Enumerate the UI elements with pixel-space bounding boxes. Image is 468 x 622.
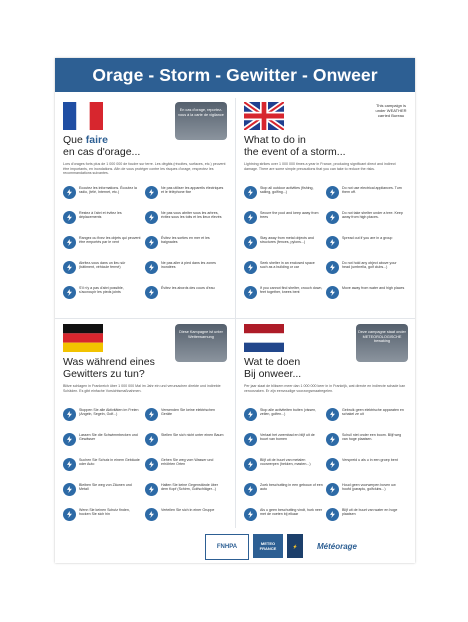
footer — [55, 530, 415, 563]
lightning-icon — [63, 408, 76, 421]
advice-text: Blijf uit de buurt van metalen voorwerpen (hekken, masten...) — [260, 458, 311, 467]
advice-text: Verteilen Sie sich in einer Gruppe — [161, 508, 215, 512]
advice-text: Wenn Sie keinen Schutz finden, hocken Sie sich hin — [79, 508, 130, 517]
advice-text: Stellen Sie sich nicht unter einen Baum — [161, 433, 224, 437]
advice-text: Spread out if you are in a group — [342, 236, 393, 240]
storm-cloud-image — [356, 324, 408, 362]
advice-text: Gebruik geen elektrische apparaten en schakel ze uit — [342, 408, 404, 417]
advice-item — [145, 481, 225, 505]
advice-item — [145, 234, 225, 258]
advice-item — [326, 406, 406, 430]
advice-item — [63, 184, 143, 208]
lightning-icon — [326, 186, 339, 199]
advice-item — [145, 506, 225, 530]
advice-text: Seek shelter in an enclosed space such as a building or car — [260, 261, 315, 270]
cloud-caption: Deze campagne staat onder METEOROLOGISCHE bewaking — [358, 330, 406, 344]
lightning-icon — [145, 186, 158, 199]
lightning-icon — [326, 211, 339, 224]
advice-item — [244, 184, 324, 208]
advice-text: Blijf uit de buurt van water en hoge plaatsen — [342, 508, 398, 517]
lightning-icon — [145, 508, 158, 521]
section-title — [63, 356, 178, 380]
uk-flag-icon — [244, 102, 284, 130]
title-part: What to do in — [244, 134, 306, 146]
advice-item — [326, 259, 406, 283]
advice-text: Restez à l'abri et évitez les déplacements — [79, 211, 122, 220]
storm-cloud-image — [175, 102, 227, 140]
advice-item — [326, 481, 406, 505]
advice-item — [326, 234, 406, 258]
advice-text: Halten Sie keine Gegenstände über dem Kopf (Schirm, Golfschläger...) — [161, 483, 218, 492]
advice-list — [244, 406, 412, 531]
lightning-icon — [63, 508, 76, 521]
title-emphasis: faire — [85, 134, 108, 146]
lightning-icon — [326, 261, 339, 274]
meteo-france-logo: METEO FRANCE — [253, 534, 283, 558]
lightning-icon — [244, 186, 257, 199]
advice-item — [326, 456, 406, 480]
lightning-icon — [63, 186, 76, 199]
advice-text: Stop alle activiteiten buiten (vissen, zeilen, golfen...) — [260, 408, 317, 417]
divider — [55, 318, 415, 319]
advice-item — [63, 456, 143, 480]
advice-item — [244, 481, 324, 505]
lightning-icon — [244, 408, 257, 421]
advice-item — [63, 481, 143, 505]
lightning-icon — [326, 408, 339, 421]
advice-item — [244, 284, 324, 308]
page-title: Orage - Storm - Gewitter - Onweer — [55, 58, 415, 92]
lightning-icon — [145, 408, 158, 421]
advice-text: Do not hold any object above your head (umbrella, golf clubs...) — [342, 261, 397, 270]
advice-item — [244, 234, 324, 258]
advice-list — [63, 184, 231, 309]
advice-item — [63, 284, 143, 308]
advice-text: Move away from water and high places — [342, 286, 405, 290]
advice-text: Lassen Sie die Schwimmbecken und Gewässer — [79, 433, 138, 442]
advice-list — [63, 406, 231, 531]
advice-item — [63, 234, 143, 258]
advice-item — [326, 184, 406, 208]
lightning-icon — [145, 236, 158, 249]
advice-item — [63, 259, 143, 283]
meteorage-logo: Météorage — [316, 541, 357, 551]
divider — [235, 98, 236, 528]
advice-text: Stay away from metal objects and structures (fences, pylons...) — [260, 236, 314, 245]
title-part: Was während eines — [63, 356, 155, 368]
dutch-flag-icon — [244, 324, 284, 352]
advice-text: Schuil niet onder een boom. Blijf weg van hoge plaatsen. — [342, 433, 402, 442]
cloud-caption: Diese Kampagne ist unter Wetterwarnung — [179, 330, 223, 339]
lightning-icon — [326, 483, 339, 496]
advice-list — [244, 184, 412, 309]
title-part: Que — [63, 134, 86, 146]
title-part: Bij onweer... — [244, 368, 302, 380]
advice-item — [244, 259, 324, 283]
section-french — [57, 98, 232, 318]
title-part: Wat te doen — [244, 356, 301, 368]
advice-text: Évitez les sorties en mer et les baignades — [161, 236, 210, 245]
advice-item — [63, 406, 143, 430]
german-flag-icon — [63, 324, 103, 352]
intro-text: Lors d'orages forts plus de 1 000 000 de foudre sur terre. Les dégâts (récoltes, surfaces, etc.) peuvent être importants, en inondations. Afin de vous protéger contre les risques d'orage, respectez les recommandations suivantes. — [63, 162, 226, 176]
advice-item — [244, 406, 324, 430]
lightning-icon — [326, 458, 339, 471]
advice-text: Secure the pool and keep away from trees — [260, 211, 319, 220]
advice-text: Stoppen Sie alle Aktivitäten im Freien (Angeln, Segeln, Golf...) — [79, 408, 139, 417]
advice-text: Suchen Sie Schutz in einem Gebäude oder Auto — [79, 458, 140, 467]
advice-item — [63, 506, 143, 530]
lightning-icon — [63, 211, 76, 224]
advice-item — [145, 284, 225, 308]
advice-text: Verwenden Sie keine elektrischen Geräte — [161, 408, 215, 417]
storm-cloud-image — [175, 324, 227, 362]
intro-text: Per jaar slaat de bliksem meer dan 1 000 000 keer in in Frankrijk, wat directe en indirecte schade kan veroorzaken. Er zijn eenvoudige voorzorgsmaatregelen. — [244, 384, 406, 393]
advice-text: Gehen Sie weg vom Wasser und erhöhten Orten — [161, 458, 214, 467]
lightning-icon — [326, 286, 339, 299]
lightning-icon — [145, 211, 158, 224]
lightning-icon — [326, 433, 339, 446]
advice-text: Verspreid u als u in een groep bent — [342, 458, 398, 462]
advice-text: Évitez les abords des cours d'eau — [161, 286, 215, 290]
advice-text: Ecoutez les informations. Écoutez la radio, (télé, Internet, etc.) — [79, 186, 137, 195]
advice-text: Bleiben Sie weg von Zäunen und Metall — [79, 483, 132, 492]
advice-text: Zoek beschutting in een gebouw of een auto — [260, 483, 323, 492]
lightning-icon — [63, 261, 76, 274]
section-title — [63, 134, 173, 158]
fnhpa-logo: FNHPA — [205, 534, 249, 560]
advice-text: Ne pas vous abriter sous les arbres, évitez sous les toits et les lieux élevés — [161, 211, 222, 220]
intro-text: Lightning strikes over 1 000 000 times a year in France, producing significant direct and indirect damage. There are some simple precautions that you can take to reduce the risks. — [244, 162, 396, 171]
advice-item — [145, 406, 225, 430]
advice-text: Stop all outdoor activities (fishing, sailing, golfing...) — [260, 186, 314, 195]
lightning-icon — [145, 483, 158, 496]
lightning-icon — [244, 483, 257, 496]
lightning-icon — [244, 261, 257, 274]
title-part: en cas d'orage... — [63, 146, 141, 158]
lightning-icon — [244, 508, 257, 521]
meteorage-icon: ⚡ — [287, 534, 303, 558]
lightning-icon — [63, 483, 76, 496]
french-flag-icon — [63, 102, 103, 130]
advice-text: If you cannot find shelter, crouch down, feet together, knees bent — [260, 286, 323, 295]
lightning-icon — [145, 286, 158, 299]
poster — [55, 58, 415, 563]
lightning-icon — [244, 236, 257, 249]
lightning-icon — [145, 458, 158, 471]
advice-item — [326, 284, 406, 308]
advice-text: Do not take shelter under a tree. Keep away from high places. — [342, 211, 403, 220]
advice-item — [63, 209, 143, 233]
section-title — [244, 134, 364, 158]
section-english — [238, 98, 413, 318]
advice-item — [145, 431, 225, 455]
advice-text: Do not use electrical appliances. Turn them off. — [342, 186, 402, 195]
lightning-icon — [145, 261, 158, 274]
cloud-caption: En cas d'orage, reportez-vous à la carte de vigilance — [178, 108, 224, 117]
lightning-icon — [145, 433, 158, 446]
advice-text: Houd geen voorwerpen boven uw hoofd (paraplu, golfclubs...) — [342, 483, 396, 492]
advice-item — [145, 259, 225, 283]
lightning-icon — [63, 458, 76, 471]
advice-text: Abritez-vous dans un lieu sûr (bâtiment, véhicule fermé) — [79, 261, 126, 270]
lightning-icon — [244, 433, 257, 446]
advice-item — [326, 431, 406, 455]
section-german — [57, 320, 232, 540]
advice-text: S'il n'y a pas d'abri possible, s'accroupir les pieds joints — [79, 286, 124, 295]
advice-text: Ne pas utiliser les appareils électriques et le téléphone fixe — [161, 186, 224, 195]
title-part: the event of a storm... — [244, 146, 346, 158]
advice-item — [326, 506, 406, 530]
advice-item — [63, 431, 143, 455]
section-title — [244, 356, 359, 380]
lightning-icon — [244, 286, 257, 299]
advice-item — [244, 506, 324, 530]
title-part: Gewitters zu tun? — [63, 368, 145, 380]
advice-item — [326, 209, 406, 233]
advice-item — [244, 456, 324, 480]
advice-text: Ne pas aller à pied dans les zones inondées — [161, 261, 216, 270]
advice-item — [244, 209, 324, 233]
campaign-note: This campaign is under WEATHER carried Bureau — [375, 103, 407, 118]
lightning-icon — [63, 236, 76, 249]
advice-item — [244, 431, 324, 455]
advice-text: Als u geen beschutting vindt, hurk neer met de voeten bij elkaar — [260, 508, 323, 517]
intro-text: Blitze schlagen in Frankreich über 1 000 000 Mal im Jahr ein und verursachen direkte und indirekte Schäden. Es gibt einfache Vorsichtsmaßnahmen. — [63, 384, 221, 393]
lightning-icon — [244, 458, 257, 471]
lightning-icon — [244, 211, 257, 224]
lightning-icon — [326, 508, 339, 521]
advice-item — [145, 209, 225, 233]
advice-item — [145, 456, 225, 480]
lightning-icon — [63, 433, 76, 446]
lightning-icon — [63, 286, 76, 299]
lightning-icon — [326, 236, 339, 249]
advice-text: Verlaat het zwembad en blijf uit de buurt van bomen — [260, 433, 315, 442]
section-dutch — [238, 320, 413, 540]
advice-text: Rangez ou fixez les objets qui peuvent être emportés par le vent — [79, 236, 141, 245]
advice-item — [145, 184, 225, 208]
